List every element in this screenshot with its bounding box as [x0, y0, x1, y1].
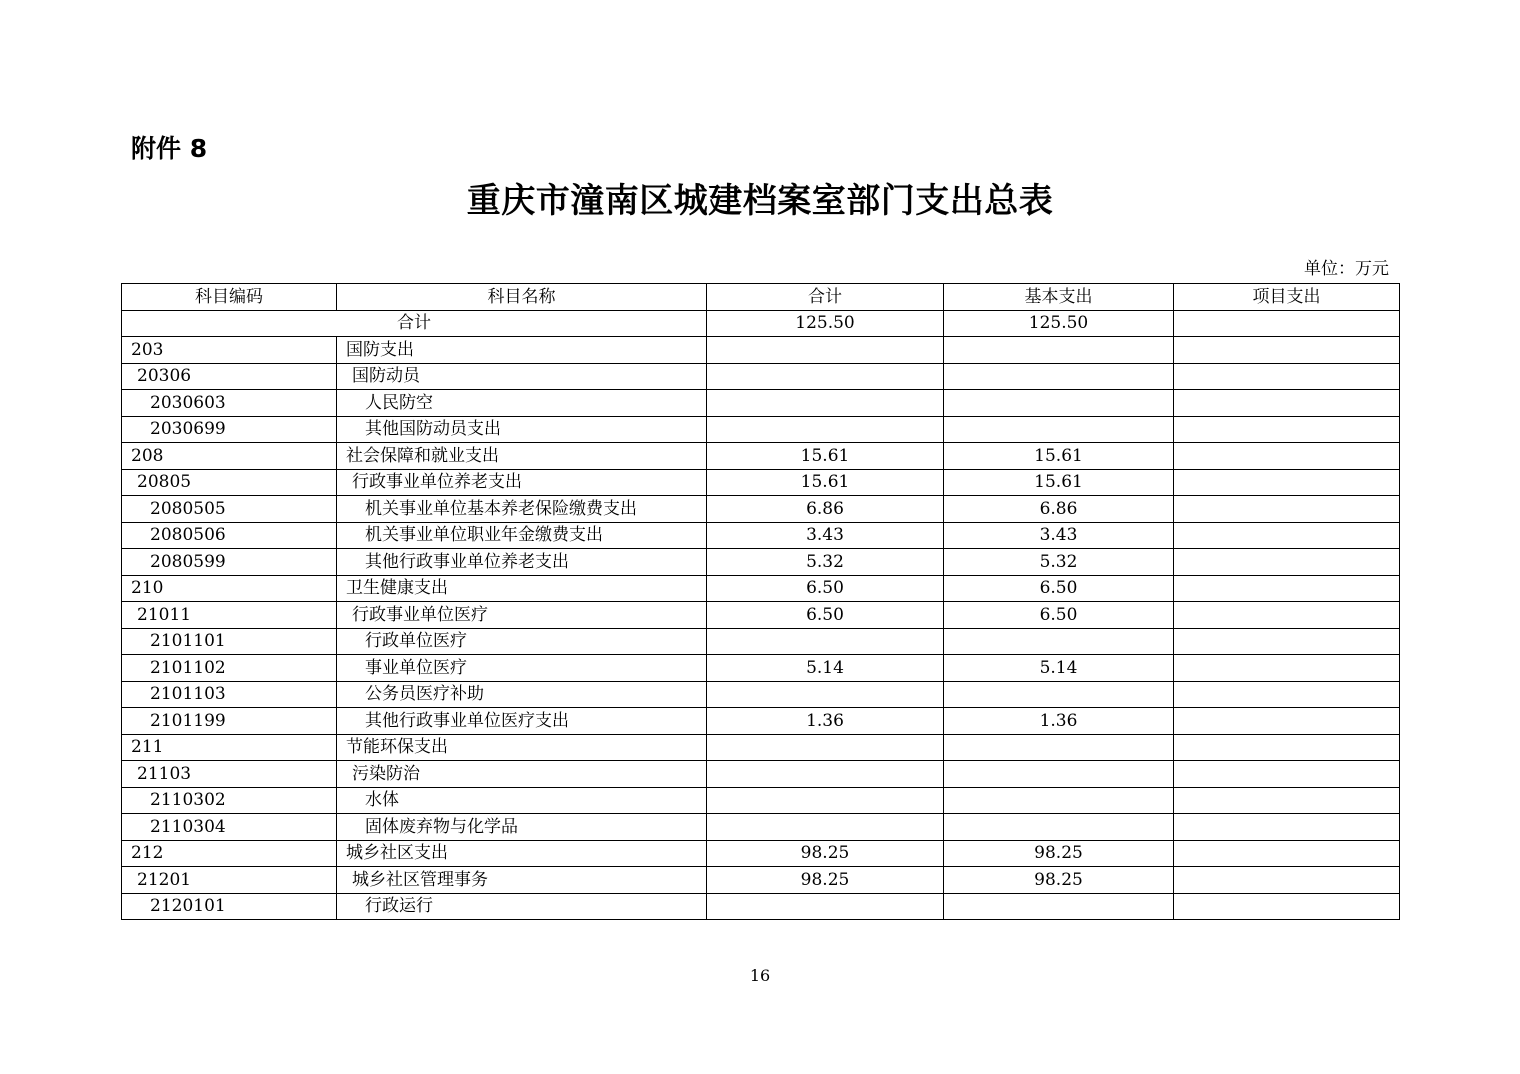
row-basic [944, 628, 1174, 655]
row-total [707, 337, 944, 364]
header-total: 合计 [707, 284, 944, 311]
row-total: 15.61 [707, 469, 944, 496]
row-project [1174, 575, 1400, 602]
table-row [122, 549, 1400, 576]
table-row [122, 708, 1400, 735]
row-project [1174, 814, 1400, 841]
table-row [122, 787, 1400, 814]
row-total [707, 681, 944, 708]
row-name: 人民防空 [337, 390, 707, 417]
table-row [122, 681, 1400, 708]
row-code: 2110304 [122, 814, 337, 841]
row-basic [944, 761, 1174, 788]
row-name: 水体 [337, 787, 707, 814]
row-code: 21011 [122, 602, 337, 629]
row-code: 20306 [122, 363, 337, 390]
table-row [122, 469, 1400, 496]
row-name: 其他行政事业单位医疗支出 [337, 708, 707, 735]
total-label: 合计 [122, 310, 707, 337]
row-name: 国防支出 [337, 337, 707, 364]
row-name: 行政事业单位医疗 [337, 602, 707, 629]
row-basic [944, 363, 1174, 390]
row-project [1174, 893, 1400, 920]
row-code: 2101102 [122, 655, 337, 682]
row-total [707, 814, 944, 841]
row-code: 2120101 [122, 893, 337, 920]
row-name: 节能环保支出 [337, 734, 707, 761]
header-basic: 基本支出 [944, 284, 1174, 311]
row-name: 机关事业单位职业年金缴费支出 [337, 522, 707, 549]
row-basic: 6.50 [944, 575, 1174, 602]
row-basic: 5.32 [944, 549, 1174, 576]
row-name: 固体废弃物与化学品 [337, 814, 707, 841]
row-total [707, 761, 944, 788]
row-project [1174, 628, 1400, 655]
row-basic: 3.43 [944, 522, 1174, 549]
row-code: 20805 [122, 469, 337, 496]
table-row [122, 337, 1400, 364]
row-total [707, 893, 944, 920]
row-basic [944, 337, 1174, 364]
row-total [707, 734, 944, 761]
row-basic: 6.50 [944, 602, 1174, 629]
row-total: 6.50 [707, 602, 944, 629]
row-total [707, 416, 944, 443]
row-total: 3.43 [707, 522, 944, 549]
row-total: 98.25 [707, 867, 944, 894]
row-name: 城乡社区支出 [337, 840, 707, 867]
row-name: 城乡社区管理事务 [337, 867, 707, 894]
row-name: 事业单位医疗 [337, 655, 707, 682]
row-code: 210 [122, 575, 337, 602]
total-project [1174, 310, 1400, 337]
row-project [1174, 443, 1400, 470]
row-code: 2110302 [122, 787, 337, 814]
row-total: 6.86 [707, 496, 944, 523]
row-project [1174, 787, 1400, 814]
row-basic: 5.14 [944, 655, 1174, 682]
row-name: 其他行政事业单位养老支出 [337, 549, 707, 576]
row-project [1174, 363, 1400, 390]
row-name: 行政事业单位养老支出 [337, 469, 707, 496]
row-project [1174, 522, 1400, 549]
row-code: 203 [122, 337, 337, 364]
table-row [122, 655, 1400, 682]
table-row [122, 522, 1400, 549]
row-basic [944, 814, 1174, 841]
row-name: 社会保障和就业支出 [337, 443, 707, 470]
row-total [707, 363, 944, 390]
total-row [122, 310, 1400, 337]
table-row [122, 602, 1400, 629]
row-project [1174, 681, 1400, 708]
row-code: 2030699 [122, 416, 337, 443]
table-row [122, 893, 1400, 920]
table-row [122, 814, 1400, 841]
row-code: 211 [122, 734, 337, 761]
row-project [1174, 708, 1400, 735]
row-basic: 6.86 [944, 496, 1174, 523]
table-row [122, 363, 1400, 390]
row-total [707, 787, 944, 814]
total-amount: 125.50 [707, 310, 944, 337]
row-total: 5.14 [707, 655, 944, 682]
row-name: 卫生健康支出 [337, 575, 707, 602]
table-row [122, 496, 1400, 523]
table-row [122, 443, 1400, 470]
row-basic: 15.61 [944, 469, 1174, 496]
table-row [122, 416, 1400, 443]
row-name: 行政运行 [337, 893, 707, 920]
row-name: 机关事业单位基本养老保险缴费支出 [337, 496, 707, 523]
total-basic: 125.50 [944, 310, 1174, 337]
table-row [122, 575, 1400, 602]
row-name: 其他国防动员支出 [337, 416, 707, 443]
header-code: 科目编码 [122, 284, 337, 311]
row-project [1174, 867, 1400, 894]
page-title: 重庆市潼南区城建档案室部门支出总表 [466, 181, 1054, 221]
row-total [707, 390, 944, 417]
row-code: 208 [122, 443, 337, 470]
header-project: 项目支出 [1174, 284, 1400, 311]
row-code: 2101103 [122, 681, 337, 708]
row-name: 行政单位医疗 [337, 628, 707, 655]
table-row [122, 628, 1400, 655]
row-project [1174, 549, 1400, 576]
expenditure-table [121, 283, 1400, 920]
row-project [1174, 655, 1400, 682]
table-header-row [122, 284, 1400, 311]
row-total: 5.32 [707, 549, 944, 576]
row-basic [944, 681, 1174, 708]
row-basic: 1.36 [944, 708, 1174, 735]
row-total: 1.36 [707, 708, 944, 735]
row-basic [944, 390, 1174, 417]
row-name: 公务员医疗补助 [337, 681, 707, 708]
row-total: 15.61 [707, 443, 944, 470]
row-basic: 98.25 [944, 840, 1174, 867]
row-name: 污染防治 [337, 761, 707, 788]
table-row [122, 867, 1400, 894]
attachment-label: 附件 8 [131, 134, 208, 163]
row-basic [944, 893, 1174, 920]
row-basic: 15.61 [944, 443, 1174, 470]
row-code: 212 [122, 840, 337, 867]
row-code: 2080505 [122, 496, 337, 523]
row-project [1174, 761, 1400, 788]
row-code: 2080599 [122, 549, 337, 576]
table-row [122, 734, 1400, 761]
row-project [1174, 602, 1400, 629]
row-basic [944, 734, 1174, 761]
row-project [1174, 416, 1400, 443]
row-project [1174, 469, 1400, 496]
row-project [1174, 496, 1400, 523]
row-basic: 98.25 [944, 867, 1174, 894]
row-basic [944, 787, 1174, 814]
row-project [1174, 734, 1400, 761]
row-project [1174, 337, 1400, 364]
unit-label: 单位：万元 [1304, 259, 1389, 279]
row-code: 2030603 [122, 390, 337, 417]
row-name: 国防动员 [337, 363, 707, 390]
table-row [122, 390, 1400, 417]
row-total [707, 628, 944, 655]
row-code: 21103 [122, 761, 337, 788]
row-basic [944, 416, 1174, 443]
table-row [122, 761, 1400, 788]
row-total: 6.50 [707, 575, 944, 602]
row-project [1174, 840, 1400, 867]
row-code: 2080506 [122, 522, 337, 549]
row-code: 21201 [122, 867, 337, 894]
row-code: 2101199 [122, 708, 337, 735]
page-number: 16 [749, 966, 771, 985]
row-total: 98.25 [707, 840, 944, 867]
row-project [1174, 390, 1400, 417]
row-code: 2101101 [122, 628, 337, 655]
table-row [122, 840, 1400, 867]
header-name: 科目名称 [337, 284, 707, 311]
